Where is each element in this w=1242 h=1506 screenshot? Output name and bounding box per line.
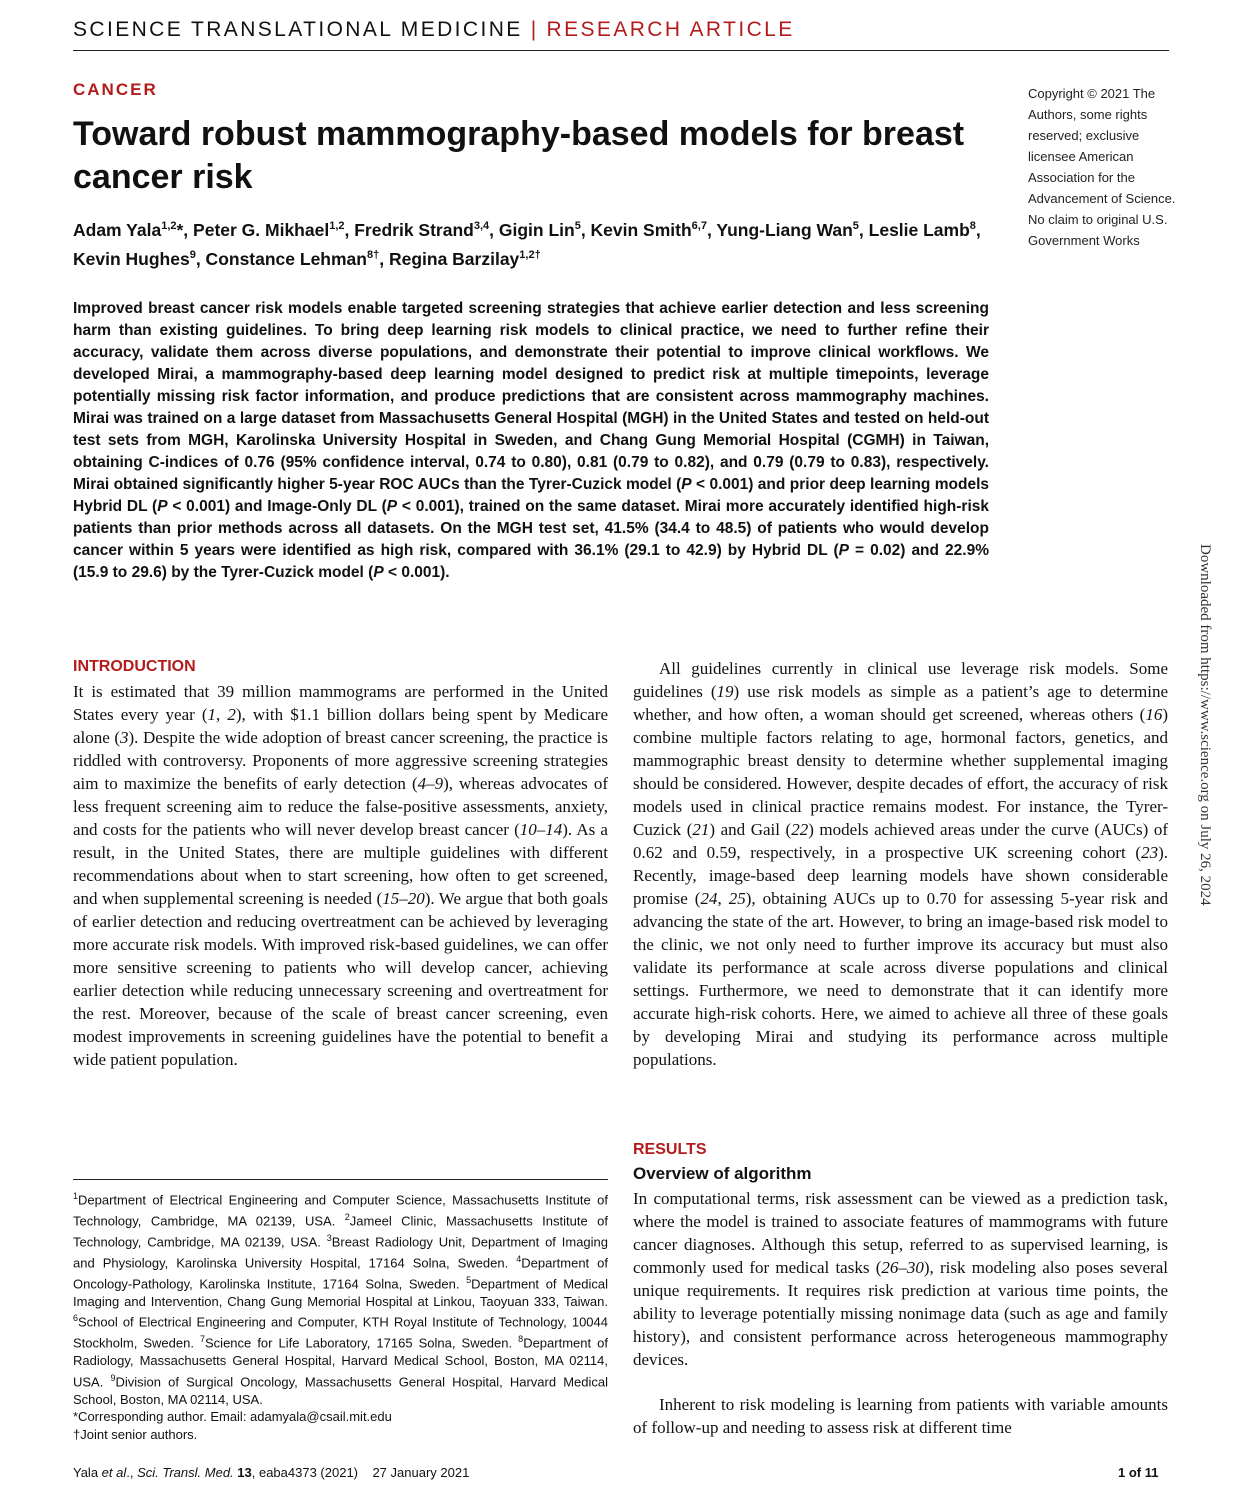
- footnote-rule: [73, 1179, 608, 1180]
- copyright-notice: Copyright © 2021 The Authors, some rights reserved; exclusive licensee American Association for the Advancement of Science. No claim to original U.S. Government Works: [1028, 86, 1176, 248]
- abstract: Improved breast cancer risk models enable targeted screening strategies that achieve earlier detection and less screening harm than existing guidelines. To bring deep learning risk models to clinical practice, we need to further refine their accuracy, validate them across diverse populations, and demonstrate their potential to improve clinical workflows. We developed Mirai, a mammography-based deep learning model designed to predict risk at multiple timepoints, leverage potentially missing risk factor information, and produce predictions that are consistent across mammography machines. Mirai was trained on a large dataset from Massachusetts General Hospital (MGH) in the United States and tested on held-out test sets from MGH, Karolinska University Hospital in Sweden, and Chang Gung Memorial Hospital (CGMH) in Taiwan, obtaining C-indices of 0.76 (95% confidence interval, 0.74 to 0.80), 0.81 (0.79 to 0.82), and 0.79 (0.79 to 0.83), respectively. Mirai obtained significantly higher 5-year ROC AUCs than the Tyrer-Cuzick model (P < 0.001) and prior deep learning models Hybrid DL (P < 0.001) and Image-Only DL (P < 0.001), trained on the same dataset. Mirai more accurately identified high-risk patients than prior methods across all datasets. On the MGH test set, 41.5% (34.4 to 48.5) of patients who would develop cancer within 5 years were identified as high risk, compared with 36.1% (29.1 to 42.9) by Hybrid DL (P = 0.02) and 22.9% (15.9 to 29.6) by the Tyrer-Cuzick model (P < 0.001).: [73, 300, 990, 581]
- journal-header: [73, 18, 795, 42]
- footer-citation: Yala et al., Sci. Transl. Med. 13, eaba4373 (2021) 27 January 2021: [73, 1465, 470, 1480]
- author-list: Adam Yala$^{1,2}$*, Peter G. Mikhael$^{1,2}$, Fredrik Strand$^{3,4}$, Gigin Lin$^5$, Kevin Smith$^{6,7}$, Yung-Liang Wan$^5$, Leslie Lamb$^8$, Kevin Hughes$^9$, Constance Lehman$^{8\dagger}$, Regina Barzilay$^{1,2\dagger}$: [73, 219, 981, 269]
- journal-name: SCIENCE TRANSLATIONAL MEDICINE: [73, 18, 523, 41]
- corresponding-author: *Corresponding author. Email: adamyala@csail.mit.edu: [73, 1409, 392, 1425]
- results-heading: RESULTS: [633, 1141, 707, 1158]
- results-paragraph-2: Inherent to risk modeling is learning from patients with variable amounts of follow-up and needing to assess risk at different time: [633, 1395, 1168, 1437]
- introduction-paragraph-1: It is estimated that 39 million mammograms are performed in the United States every year (1, 2), with $1.1 billion dollars being spent by Medicare alone (3). Despite the wide adoption of breast cancer screening, the practice is riddled with controversy. Proponents of more aggressive screening strategies aim to maximize the benefits of early detection (4–9), whereas advocates of less frequent screening aim to reduce the false-positive assessments, anxiety, and costs for the patients who will never develop breast cancer (10–14). As a result, in the United States, there are multiple guidelines with different recommendations about when to start screening, how often to get screened, and when supplemental screening is needed (15–20). We argue that both goals of earlier detection and reducing overtreatment can be achieved by leveraging more accurate risk models. With improved risk-based guidelines, we can offer more sensitive screening to patients who will develop cancer, achieving earlier detection while reducing unnecessary screening and overtreatment for the rest. Moreover, because of the scale of breast cancer screening, even modest improvements in screening guidelines have the potential to benefit a wide patient population.: [73, 682, 608, 1069]
- header-rule: [73, 50, 1169, 51]
- overview-subheading: Overview of algorithm: [633, 1164, 812, 1183]
- download-note: Downloaded from https://www.science.org on July 26, 2024: [1197, 544, 1213, 906]
- affiliations: $^1$Department of Electrical Engineering and Computer Science, Massachusetts Institute of Technology, Cambridge, MA 02139, USA. $^2$Jameel Clinic, Massachusetts Institute of Technology, Cambridge, MA 02139, USA. $^3$Breast Radiology Unit, Department of Imaging and Physiology, Karolinska University Hospital, 17164 Solna, Sweden. $^4$Department of Oncology-Pathology, Karolinska Institute, 17164 Solna, Sweden. $^5$Department of Medical Imaging and Intervention, Chang Gung Memorial Hospital at Linkou, Taoyuan 333, Taiwan. $^6$School of Electrical Engineering and Computer, KTH Royal Institute of Technology, 10044 Stockholm, Sweden. $^7$Science for Life Laboratory, 17165 Solna, Sweden. $^8$Department of Radiology, Massachusetts General Hospital, Harvard Medical School, Boston, MA 02114, USA. $^9$Division of Surgical Oncology, Massachusetts General Hospital, Harvard Medical School, Boston, MA 02114, USA.: [73, 1191, 609, 1407]
- results-paragraph-1: In computational terms, risk assessment can be viewed as a prediction task, where the model is trained to associate features of mammograms with future cancer diagnoses. Although this setup, referred to as supervised learning, is commonly used for medical tasks (26–30), risk modeling also poses several unique requirements. It requires risk prediction at various time points, the ability to leverage potentially missing nonimage data (such as age and family history), and consistent performance across heterogeneous mammography devices.: [633, 1189, 1168, 1369]
- joint-authors-note: †Joint senior authors.: [73, 1426, 198, 1442]
- footnotes: [73, 1188, 608, 1443]
- header-separator: |: [530, 18, 539, 41]
- introduction-paragraph-2: All guidelines currently in clinical use leverage risk models. Some guidelines (19) use risk models as simple as a patient’s age to determine whether, and how often, a woman should get screened, whereas others (16) combine multiple factors relating to age, hormonal factors, genetics, and mammographic breast density to determine whether supplemental imaging should be considered. However, despite decades of effort, the accuracy of risk models used in clinical practice remains modest. For instance, the Tyrer-Cuzick (21) and Gail (22) models achieved areas under the curve (AUCs) of 0.62 and 0.59, respectively, in a prospective UK screening cohort (23). Recently, image-based deep learning models have shown considerable promise (24, 25), obtaining AUCs up to 0.70 for assessing 5-year risk and advancing the state of the art. However, to bring an image-based risk model to the clinic, we not only need to further improve its accuracy but must also validate its performance at scale across diverse populations and clinical settings. Furthermore, we need to demonstrate that it can identify more accurate high-risk cohorts. Here, we aimed to achieve all three of these goals by developing Mirai and studying its performance across multiple populations.: [633, 659, 1168, 1069]
- article-type: RESEARCH ARTICLE: [546, 18, 795, 41]
- page-number: 1 of 11: [1118, 1465, 1159, 1480]
- introduction-heading: INTRODUCTION: [73, 658, 196, 675]
- article-title: Toward robust mammography-based models for breast cancer risk: [73, 115, 965, 196]
- section-tag: CANCER: [73, 80, 158, 99]
